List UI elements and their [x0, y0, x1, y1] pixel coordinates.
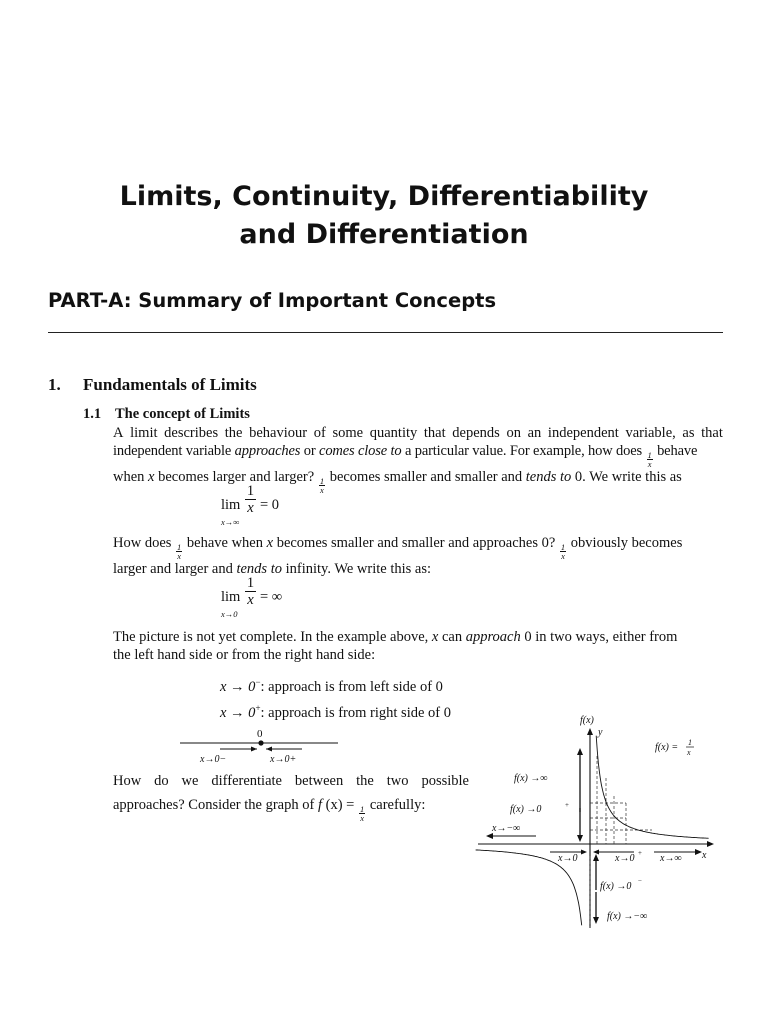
graph-fx-label: f(x) — [580, 715, 594, 726]
paragraph-2-line-1: How does $\frac{1}{x}$ behave when x becomes smaller and smaller and approaches 0? $\frac{1}{x}$ obviously becomes — [113, 535, 683, 561]
part-heading: PART-A: Summary of Important Concepts — [48, 289, 497, 312]
subsection-number: 1.1 — [83, 406, 102, 422]
paragraph-1 — [113, 424, 723, 494]
paragraph-2 — [113, 534, 682, 578]
fraction-one-over-x: $\frac{1}{x}$ — [177, 542, 182, 561]
paragraph-4 — [113, 772, 469, 822]
reciprocal-function-graph — [474, 708, 722, 938]
graph-x-label: x — [702, 850, 707, 861]
graph-label-f-to-zero-plus: f(x) →0 — [510, 804, 542, 815]
document-title-line-2: and Differentiation — [239, 219, 529, 250]
word: A — [113, 425, 124, 441]
word: variable, — [625, 425, 676, 441]
number-line-left-label: x→0− — [200, 754, 227, 765]
word: of — [313, 425, 326, 441]
word: independent — [547, 425, 619, 441]
document-title-line-1: Limits, Continuity, Differentiability — [119, 181, 649, 212]
paragraph-1-line-1 — [113, 424, 723, 442]
paragraph-2-line-2: larger and larger and tends to infinity. We write this as: — [113, 561, 432, 577]
graph-label-f-to-neg-infinity: f(x) →−∞ — [607, 911, 648, 922]
paragraph-1-line-3: when x becomes larger and larger? $\frac{1}{x}$ becomes smaller and smaller and tends to 0. We write this as — [113, 469, 682, 495]
word: the — [356, 773, 374, 789]
word: limit — [130, 425, 158, 441]
fraction-one-over-x: $\frac{1}{x}$ — [319, 476, 325, 495]
svg-text:x: x — [687, 748, 691, 757]
word: do — [154, 773, 169, 789]
graph-label-x-to-neg-infinity: x→−∞ — [492, 823, 521, 834]
hyperbola-right-branch — [596, 736, 708, 839]
fraction-one-over-x: $\frac{1}{x}$ — [647, 450, 652, 469]
word: depends — [452, 425, 500, 441]
paragraph-4-line-1 — [113, 772, 469, 790]
svg-text:f(x) =: f(x) = — [655, 742, 679, 753]
word: between — [294, 773, 344, 789]
number-line-zero: 0 — [257, 728, 263, 740]
paragraph-4-line-2: approaches? Consider the graph of f (x) = $\frac{1}{x}$ carefully: — [113, 797, 426, 823]
graph-label-x-to-zero-minus: x→0 — [558, 853, 578, 864]
fraction-one-over-x: $\frac{1}{x}$ — [560, 542, 566, 561]
paragraph-3-line-2: the left hand side or from the right hand side: — [113, 647, 376, 663]
word: describes — [164, 425, 219, 441]
graph-label-f-to-zero-minus: f(x) →0 — [600, 881, 632, 892]
svg-text:+: + — [565, 801, 569, 809]
graph-label-x-to-zero-plus: x→0 — [615, 853, 635, 864]
word: possible — [421, 773, 469, 789]
graph-function-label — [655, 738, 694, 757]
graph-label-f-to-infinity: f(x) →∞ — [514, 773, 548, 784]
word: as — [682, 425, 695, 441]
word: an — [527, 425, 542, 441]
svg-text:1: 1 — [688, 738, 692, 747]
number-line-diagram — [176, 724, 344, 768]
word: some — [332, 425, 364, 441]
approach-right-line: x → 0+: approach is from right side of 0 — [220, 703, 451, 721]
word: we — [181, 773, 199, 789]
subsection-title: The concept of Limits — [115, 406, 250, 422]
word: two — [386, 773, 409, 789]
section-divider — [48, 332, 723, 333]
fraction-one-over-x: $\frac{1}{x}$ — [359, 804, 365, 823]
approach-left-line: x → 0−: approach is from left side of 0 — [220, 677, 443, 695]
word: behaviour — [249, 425, 308, 441]
word: that — [701, 425, 723, 441]
paragraph-1-line-2: independent variable approaches or comes close to a particular value. For example, how does $\frac{1}{x}$ behave — [113, 443, 698, 469]
section-number: 1. — [48, 375, 61, 394]
word: How — [113, 773, 142, 789]
word: quantity — [369, 425, 418, 441]
number-line-right-label: x→0+ — [270, 754, 297, 765]
paragraph-3-line-1: The picture is not yet complete. In the example above, x can approach 0 in two ways, either from — [113, 629, 678, 645]
word: on — [506, 425, 521, 441]
paragraph-3 — [113, 628, 677, 664]
word: the — [224, 425, 243, 441]
svg-text:−: − — [581, 849, 585, 857]
word: that — [423, 425, 446, 441]
graph-y-label: y — [598, 727, 603, 738]
svg-text:−: − — [638, 877, 642, 885]
dashed-guides — [590, 756, 652, 928]
svg-text:+: + — [638, 849, 642, 857]
section-title: Fundamentals of Limits — [83, 375, 257, 394]
graph-label-x-to-infinity: x→∞ — [660, 853, 682, 864]
word: differentiate — [211, 773, 282, 789]
